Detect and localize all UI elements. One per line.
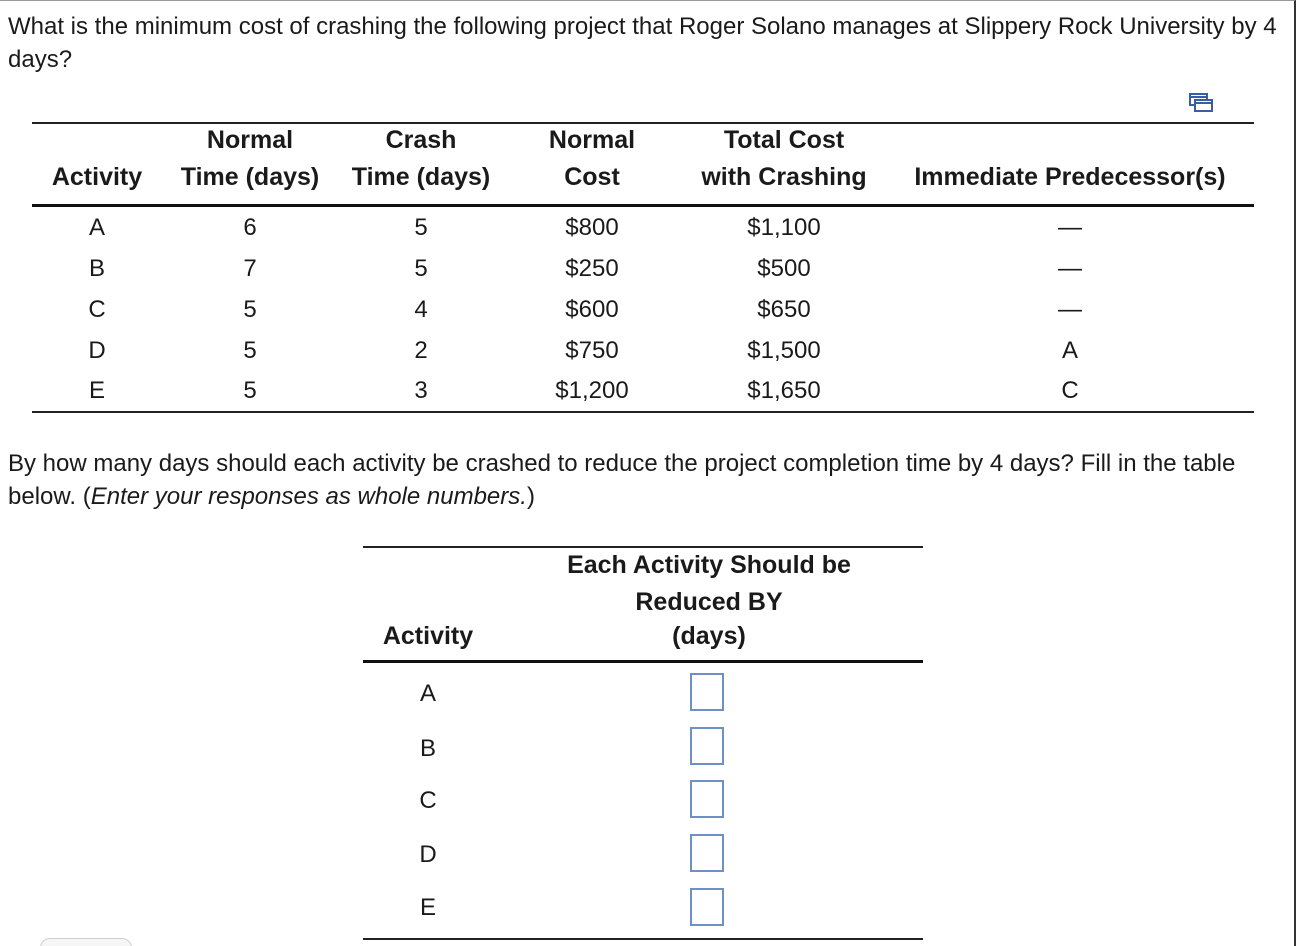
partial-button[interactable] <box>40 938 132 946</box>
cell-predecessor: — <box>1058 255 1082 282</box>
cell-total-cost: $650 <box>757 296 811 323</box>
cell-total-cost: $1,500 <box>747 337 821 364</box>
cell-normal-time: 5 <box>243 337 257 364</box>
instruction-end: ) <box>526 483 535 510</box>
answer-input-e[interactable] <box>690 888 724 926</box>
cell-activity: B <box>88 255 105 282</box>
cell-crash-time: 3 <box>414 377 428 404</box>
cell-total-cost: $1,100 <box>747 214 821 241</box>
header-crash-time-line2: Time (days) <box>351 163 491 191</box>
cell-total-cost: $1,650 <box>747 377 821 404</box>
cell-normal-cost: $250 <box>565 255 619 282</box>
answer-input-c[interactable] <box>690 780 724 818</box>
header-total-cost-line2: with Crashing <box>701 163 867 191</box>
answer-input-d[interactable] <box>690 834 724 872</box>
answer-table-top-rule <box>363 546 923 548</box>
cell-activity: E <box>88 377 105 404</box>
answer-header-reduce-line1: Each Activity Should be <box>567 551 851 579</box>
cell-total-cost: $500 <box>757 255 811 282</box>
header-normal-time-line1: Normal <box>206 126 294 154</box>
cell-normal-cost: $800 <box>565 214 619 241</box>
header-normal-cost-line1: Normal <box>548 126 636 154</box>
cell-predecessor: — <box>1058 296 1082 323</box>
cell-predecessor: C <box>1061 377 1079 404</box>
question-text: What is the minimum cost of crashing the following project that Roger Solano manages at Slippery Rock University by 4 days? <box>8 13 1277 73</box>
cell-predecessor: A <box>1061 337 1078 364</box>
cell-activity: D <box>88 337 106 364</box>
instruction-italic: Enter your responses as whole numbers. <box>90 483 527 510</box>
cell-normal-time: 5 <box>243 377 257 404</box>
header-normal-cost-line2: Cost <box>564 163 620 191</box>
cell-activity: C <box>88 296 106 323</box>
cell-normal-cost: $750 <box>565 337 619 364</box>
cell-normal-time: 6 <box>243 214 257 241</box>
instruction-main: By how many days should each activity be crashed to reduce the project completion time by 4 days? Fill in the table below. ( <box>8 450 1236 510</box>
table-top-rule <box>32 122 1254 124</box>
answer-input-a[interactable] <box>690 673 724 711</box>
answer-row-activity: A <box>419 680 436 707</box>
cell-crash-time: 5 <box>414 214 428 241</box>
header-normal-time-line2: Time (days) <box>180 163 320 191</box>
cell-normal-cost: $600 <box>565 296 619 323</box>
cell-normal-time: 7 <box>243 255 257 282</box>
cell-crash-time: 4 <box>414 296 428 323</box>
header-activity: Activity <box>51 163 143 191</box>
answer-row-activity: D <box>419 841 437 868</box>
table-bottom-rule <box>32 411 1254 413</box>
header-total-cost-line1: Total Cost <box>723 126 845 154</box>
cell-activity: A <box>88 214 105 241</box>
answer-header-reduce-line3: (days) <box>672 622 746 650</box>
answer-input-b[interactable] <box>690 727 724 765</box>
answer-row-activity: B <box>419 735 436 762</box>
copy-to-clipboard-icon[interactable] <box>1188 92 1214 114</box>
cell-crash-time: 5 <box>414 255 428 282</box>
answer-header-reduce-line2: Reduced BY <box>635 588 783 616</box>
answer-row-activity: E <box>419 894 436 921</box>
answer-row-activity: C <box>419 787 437 814</box>
answer-table-bottom-rule <box>363 938 923 940</box>
header-predecessor: Immediate Predecessor(s) <box>914 163 1226 191</box>
answer-table-header-rule <box>363 660 923 663</box>
cell-predecessor: — <box>1058 214 1082 241</box>
answer-header-activity: Activity <box>382 622 474 650</box>
cell-normal-time: 5 <box>243 296 257 323</box>
instruction-text <box>8 447 1288 513</box>
header-crash-time-line1: Crash <box>385 126 457 154</box>
cell-normal-cost: $1,200 <box>555 377 629 404</box>
cell-crash-time: 2 <box>414 337 428 364</box>
